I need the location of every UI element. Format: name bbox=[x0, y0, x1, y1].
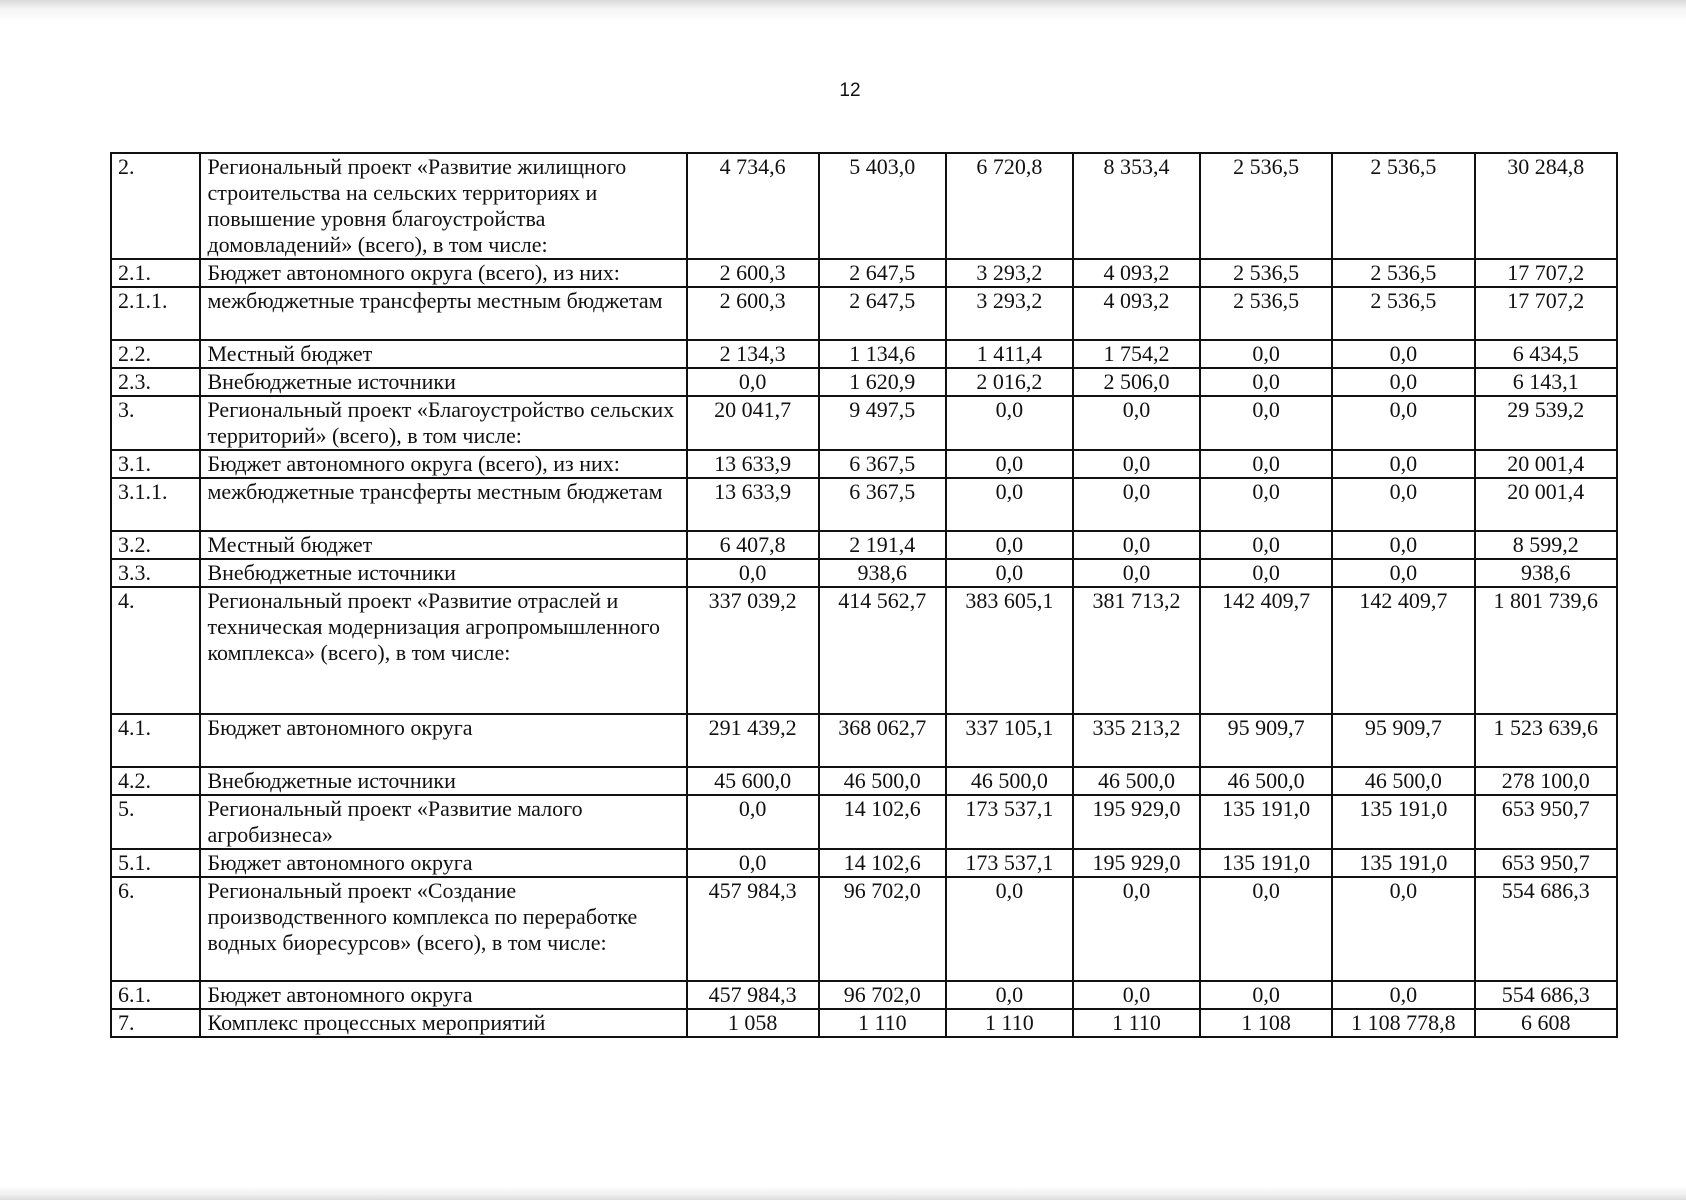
row-name: Региональный проект «Развитие жилищного строительства на сельских территориях и повышение уровня благоустройства домовладений» (всего), в том числе: bbox=[200, 153, 686, 259]
year-value-cell: 142 409,7 bbox=[1200, 587, 1332, 714]
row-number: 7. bbox=[111, 1009, 200, 1037]
row-name: Местный бюджет bbox=[200, 340, 686, 368]
year-value-cell: 2 647,5 bbox=[819, 259, 946, 287]
year-value-cell: 1 110 bbox=[819, 1009, 946, 1037]
year-value-cell: 5 403,0 bbox=[819, 153, 946, 259]
row-number: 6. bbox=[111, 877, 200, 981]
row-name: Внебюджетные источники bbox=[200, 767, 686, 795]
total-cell: 20 001,4 bbox=[1475, 450, 1617, 478]
year-value-cell: 8 353,4 bbox=[1073, 153, 1200, 259]
year-value-cell: 173 537,1 bbox=[946, 849, 1073, 877]
year-value-cell: 0,0 bbox=[1332, 478, 1474, 531]
year-value-cell: 1 411,4 bbox=[946, 340, 1073, 368]
year-value-cell: 383 605,1 bbox=[946, 587, 1073, 714]
year-value-cell: 0,0 bbox=[1332, 559, 1474, 587]
year-value-cell: 142 409,7 bbox=[1332, 587, 1474, 714]
year-value-cell: 135 191,0 bbox=[1200, 849, 1332, 877]
year-value-cell: 1 110 bbox=[946, 1009, 1073, 1037]
year-value-cell: 0,0 bbox=[1200, 450, 1332, 478]
year-value-cell: 1 620,9 bbox=[819, 368, 946, 396]
year-value-cell: 2 600,3 bbox=[687, 287, 819, 340]
table-row bbox=[111, 1009, 1617, 1037]
year-value-cell: 3 293,2 bbox=[946, 259, 1073, 287]
year-value-cell: 135 191,0 bbox=[1332, 795, 1474, 849]
year-value-cell: 2 536,5 bbox=[1200, 259, 1332, 287]
year-value-cell: 2 134,3 bbox=[687, 340, 819, 368]
year-value-cell: 6 367,5 bbox=[819, 478, 946, 531]
year-value-cell: 0,0 bbox=[1332, 340, 1474, 368]
year-value-cell: 13 633,9 bbox=[687, 478, 819, 531]
year-value-cell: 135 191,0 bbox=[1332, 849, 1474, 877]
year-value-cell: 0,0 bbox=[1200, 396, 1332, 450]
year-value-cell: 0,0 bbox=[1073, 396, 1200, 450]
row-number: 5. bbox=[111, 795, 200, 849]
row-name: Внебюджетные источники bbox=[200, 559, 686, 587]
year-value-cell: 291 439,2 bbox=[687, 714, 819, 767]
year-value-cell: 0,0 bbox=[946, 478, 1073, 531]
year-value-cell: 95 909,7 bbox=[1200, 714, 1332, 767]
year-value-cell: 0,0 bbox=[687, 795, 819, 849]
row-name: Бюджет автономного округа bbox=[200, 714, 686, 767]
year-value-cell: 0,0 bbox=[946, 396, 1073, 450]
table-row bbox=[111, 559, 1617, 587]
row-number: 3.1. bbox=[111, 450, 200, 478]
year-value-cell: 0,0 bbox=[1200, 877, 1332, 981]
year-value-cell: 381 713,2 bbox=[1073, 587, 1200, 714]
year-value-cell: 0,0 bbox=[1200, 478, 1332, 531]
year-value-cell: 414 562,7 bbox=[819, 587, 946, 714]
total-cell: 8 599,2 bbox=[1475, 531, 1617, 559]
year-value-cell: 0,0 bbox=[946, 450, 1073, 478]
year-value-cell: 2 536,5 bbox=[1332, 259, 1474, 287]
table-body bbox=[111, 153, 1617, 1037]
row-name: Бюджет автономного округа (всего), из них: bbox=[200, 259, 686, 287]
total-cell: 1 523 639,6 bbox=[1475, 714, 1617, 767]
year-value-cell: 0,0 bbox=[687, 849, 819, 877]
table-row bbox=[111, 450, 1617, 478]
year-value-cell: 2 536,5 bbox=[1332, 287, 1474, 340]
year-value-cell: 0,0 bbox=[1200, 340, 1332, 368]
row-number: 2.1. bbox=[111, 259, 200, 287]
year-value-cell: 96 702,0 bbox=[819, 877, 946, 981]
year-value-cell: 1 108 bbox=[1200, 1009, 1332, 1037]
row-number: 3.1.1. bbox=[111, 478, 200, 531]
row-name: Комплекс процессных мероприятий bbox=[200, 1009, 686, 1037]
year-value-cell: 4 734,6 bbox=[687, 153, 819, 259]
year-value-cell: 2 536,5 bbox=[1332, 153, 1474, 259]
year-value-cell: 45 600,0 bbox=[687, 767, 819, 795]
row-name: Бюджет автономного округа (всего), из них: bbox=[200, 450, 686, 478]
table-row bbox=[111, 287, 1617, 340]
year-value-cell: 46 500,0 bbox=[946, 767, 1073, 795]
year-value-cell: 0,0 bbox=[1200, 981, 1332, 1009]
year-value-cell: 0,0 bbox=[1200, 559, 1332, 587]
year-value-cell: 0,0 bbox=[946, 531, 1073, 559]
year-value-cell: 368 062,7 bbox=[819, 714, 946, 767]
year-value-cell: 135 191,0 bbox=[1200, 795, 1332, 849]
year-value-cell: 195 929,0 bbox=[1073, 849, 1200, 877]
year-value-cell: 0,0 bbox=[1073, 877, 1200, 981]
row-number: 5.1. bbox=[111, 849, 200, 877]
total-cell: 278 100,0 bbox=[1475, 767, 1617, 795]
year-value-cell: 46 500,0 bbox=[1073, 767, 1200, 795]
year-value-cell: 337 105,1 bbox=[946, 714, 1073, 767]
year-value-cell: 96 702,0 bbox=[819, 981, 946, 1009]
row-name: межбюджетные трансферты местным бюджетам bbox=[200, 478, 686, 531]
table-row bbox=[111, 396, 1617, 450]
year-value-cell: 1 108 778,8 bbox=[1332, 1009, 1474, 1037]
year-value-cell: 0,0 bbox=[1073, 450, 1200, 478]
row-number: 3.2. bbox=[111, 531, 200, 559]
year-value-cell: 1 058 bbox=[687, 1009, 819, 1037]
year-value-cell: 46 500,0 bbox=[1332, 767, 1474, 795]
year-value-cell: 46 500,0 bbox=[1200, 767, 1332, 795]
year-value-cell: 0,0 bbox=[1200, 368, 1332, 396]
total-cell: 20 001,4 bbox=[1475, 478, 1617, 531]
total-cell: 17 707,2 bbox=[1475, 259, 1617, 287]
year-value-cell: 2 600,3 bbox=[687, 259, 819, 287]
year-value-cell: 14 102,6 bbox=[819, 795, 946, 849]
year-value-cell: 14 102,6 bbox=[819, 849, 946, 877]
row-name: Местный бюджет bbox=[200, 531, 686, 559]
row-name: Бюджет автономного округа bbox=[200, 849, 686, 877]
table-row bbox=[111, 531, 1617, 559]
year-value-cell: 2 536,5 bbox=[1200, 287, 1332, 340]
row-name: Региональный проект «Создание производственного комплекса по переработке водных биоресурсов» (всего), в том числе: bbox=[200, 877, 686, 981]
year-value-cell: 0,0 bbox=[1332, 531, 1474, 559]
year-value-cell: 195 929,0 bbox=[1073, 795, 1200, 849]
total-cell: 30 284,8 bbox=[1475, 153, 1617, 259]
year-value-cell: 0,0 bbox=[687, 559, 819, 587]
table-row bbox=[111, 368, 1617, 396]
year-value-cell: 46 500,0 bbox=[819, 767, 946, 795]
table-row bbox=[111, 849, 1617, 877]
table-row bbox=[111, 795, 1617, 849]
year-value-cell: 6 720,8 bbox=[946, 153, 1073, 259]
year-value-cell: 20 041,7 bbox=[687, 396, 819, 450]
table-row bbox=[111, 587, 1617, 714]
year-value-cell: 6 367,5 bbox=[819, 450, 946, 478]
year-value-cell: 2 506,0 bbox=[1073, 368, 1200, 396]
total-cell: 938,6 bbox=[1475, 559, 1617, 587]
year-value-cell: 337 039,2 bbox=[687, 587, 819, 714]
year-value-cell: 95 909,7 bbox=[1332, 714, 1474, 767]
total-cell: 554 686,3 bbox=[1475, 981, 1617, 1009]
table-row bbox=[111, 259, 1617, 287]
year-value-cell: 9 497,5 bbox=[819, 396, 946, 450]
row-name: Региональный проект «Благоустройство сельских территорий» (всего), в том числе: bbox=[200, 396, 686, 450]
total-cell: 653 950,7 bbox=[1475, 795, 1617, 849]
year-value-cell: 3 293,2 bbox=[946, 287, 1073, 340]
table-row bbox=[111, 340, 1617, 368]
row-number: 4.2. bbox=[111, 767, 200, 795]
year-value-cell: 0,0 bbox=[946, 559, 1073, 587]
total-cell: 6 608 bbox=[1475, 1009, 1617, 1037]
year-value-cell: 0,0 bbox=[1332, 877, 1474, 981]
row-name: Бюджет автономного округа bbox=[200, 981, 686, 1009]
total-cell: 653 950,7 bbox=[1475, 849, 1617, 877]
budget-table bbox=[110, 152, 1618, 1038]
row-number: 6.1. bbox=[111, 981, 200, 1009]
year-value-cell: 0,0 bbox=[1073, 559, 1200, 587]
year-value-cell: 4 093,2 bbox=[1073, 287, 1200, 340]
year-value-cell: 0,0 bbox=[1073, 531, 1200, 559]
table-row bbox=[111, 767, 1617, 795]
year-value-cell: 1 110 bbox=[1073, 1009, 1200, 1037]
year-value-cell: 335 213,2 bbox=[1073, 714, 1200, 767]
year-value-cell: 0,0 bbox=[946, 877, 1073, 981]
total-cell: 554 686,3 bbox=[1475, 877, 1617, 981]
year-value-cell: 0,0 bbox=[946, 981, 1073, 1009]
year-value-cell: 0,0 bbox=[1332, 368, 1474, 396]
row-number: 2.1.1. bbox=[111, 287, 200, 340]
row-name: Региональный проект «Развитие малого агробизнеса» bbox=[200, 795, 686, 849]
page-number: 12 bbox=[839, 80, 861, 101]
row-name: межбюджетные трансферты местным бюджетам bbox=[200, 287, 686, 340]
total-cell: 6 143,1 bbox=[1475, 368, 1617, 396]
year-value-cell: 173 537,1 bbox=[946, 795, 1073, 849]
year-value-cell: 1 754,2 bbox=[1073, 340, 1200, 368]
year-value-cell: 0,0 bbox=[1073, 981, 1200, 1009]
year-value-cell: 0,0 bbox=[1332, 450, 1474, 478]
year-value-cell: 0,0 bbox=[1073, 478, 1200, 531]
year-value-cell: 0,0 bbox=[1200, 531, 1332, 559]
row-name: Внебюджетные источники bbox=[200, 368, 686, 396]
year-value-cell: 2 536,5 bbox=[1200, 153, 1332, 259]
table-row bbox=[111, 981, 1617, 1009]
row-number: 2.2. bbox=[111, 340, 200, 368]
row-name: Региональный проект «Развитие отраслей и техническая модернизация агропромышленного комплекса» (всего), в том числе: bbox=[200, 587, 686, 714]
year-value-cell: 13 633,9 bbox=[687, 450, 819, 478]
year-value-cell: 938,6 bbox=[819, 559, 946, 587]
row-number: 3. bbox=[111, 396, 200, 450]
year-value-cell: 6 407,8 bbox=[687, 531, 819, 559]
year-value-cell: 2 191,4 bbox=[819, 531, 946, 559]
row-number: 3.3. bbox=[111, 559, 200, 587]
table-row bbox=[111, 714, 1617, 767]
total-cell: 6 434,5 bbox=[1475, 340, 1617, 368]
year-value-cell: 457 984,3 bbox=[687, 981, 819, 1009]
row-number: 2.3. bbox=[111, 368, 200, 396]
year-value-cell: 457 984,3 bbox=[687, 877, 819, 981]
row-number: 4.1. bbox=[111, 714, 200, 767]
table-row bbox=[111, 877, 1617, 981]
row-number: 4. bbox=[111, 587, 200, 714]
year-value-cell: 4 093,2 bbox=[1073, 259, 1200, 287]
year-value-cell: 2 016,2 bbox=[946, 368, 1073, 396]
year-value-cell: 1 134,6 bbox=[819, 340, 946, 368]
row-number: 2. bbox=[111, 153, 200, 259]
table-row bbox=[111, 153, 1617, 259]
scan-edge-bottom bbox=[0, 1186, 1686, 1200]
year-value-cell: 0,0 bbox=[1332, 396, 1474, 450]
scan-edge-top bbox=[0, 0, 1686, 22]
year-value-cell: 0,0 bbox=[1332, 981, 1474, 1009]
total-cell: 1 801 739,6 bbox=[1475, 587, 1617, 714]
table-row bbox=[111, 478, 1617, 531]
total-cell: 29 539,2 bbox=[1475, 396, 1617, 450]
year-value-cell: 0,0 bbox=[687, 368, 819, 396]
total-cell: 17 707,2 bbox=[1475, 287, 1617, 340]
year-value-cell: 2 647,5 bbox=[819, 287, 946, 340]
